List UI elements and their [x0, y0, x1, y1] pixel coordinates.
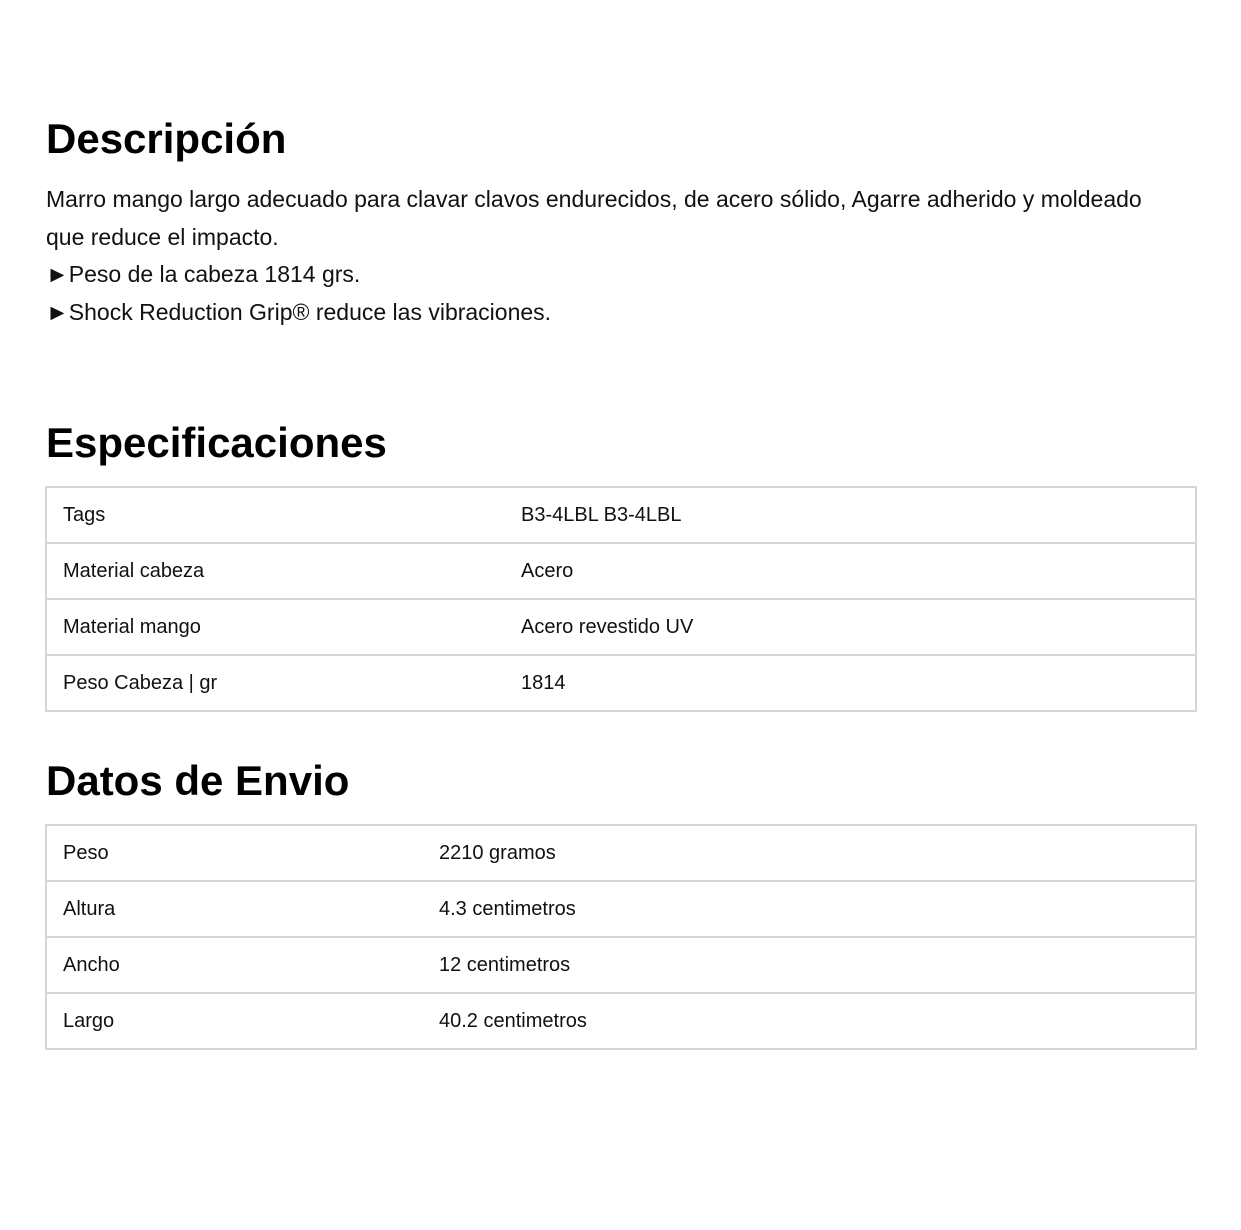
- table-row: [46, 655, 1196, 711]
- table-row: [46, 993, 1196, 1049]
- table-row: [46, 487, 1196, 543]
- table-row: [46, 937, 1196, 993]
- spec-label: Material cabeza: [46, 543, 505, 599]
- shipping-table: [45, 824, 1197, 1050]
- shipping-label: Peso: [46, 825, 423, 881]
- specifications-heading: Especificaciones: [46, 419, 387, 466]
- description-bullet: ►Peso de la cabeza 1814 grs.: [46, 261, 361, 287]
- description-heading: Descripción: [46, 115, 287, 162]
- description-bullet: ►Shock Reduction Grip® reduce las vibraciones.: [46, 298, 552, 325]
- shipping-value: 12 centimetros: [423, 937, 1196, 993]
- shipping-value: 40.2 centimetros: [423, 993, 1196, 1049]
- spec-value: 1814: [505, 655, 1196, 711]
- spec-value: Acero revestido UV: [505, 599, 1196, 655]
- description-paragraph: Marro mango largo adecuado para clavar clavos endurecidos, de acero sólido, Agarre adherido y moldeado que reduce el impacto.: [46, 186, 1142, 250]
- table-row: [46, 543, 1196, 599]
- shipping-value: 2210 gramos: [423, 825, 1196, 881]
- shipping-label: Altura: [46, 881, 423, 937]
- table-row: [46, 599, 1196, 655]
- shipping-heading: Datos de Envio: [46, 757, 350, 804]
- spec-label: Peso Cabeza | gr: [46, 655, 505, 711]
- spec-value: Acero: [505, 543, 1196, 599]
- shipping-value: 4.3 centimetros: [423, 881, 1196, 937]
- spec-value: B3-4LBL B3-4LBL: [505, 487, 1196, 543]
- table-row: [46, 881, 1196, 937]
- description-body: [46, 181, 1166, 331]
- spec-label: Tags: [46, 487, 505, 543]
- shipping-label: Ancho: [46, 937, 423, 993]
- specifications-table: [45, 486, 1197, 712]
- shipping-label: Largo: [46, 993, 423, 1049]
- spec-label: Material mango: [46, 599, 505, 655]
- table-row: [46, 825, 1196, 881]
